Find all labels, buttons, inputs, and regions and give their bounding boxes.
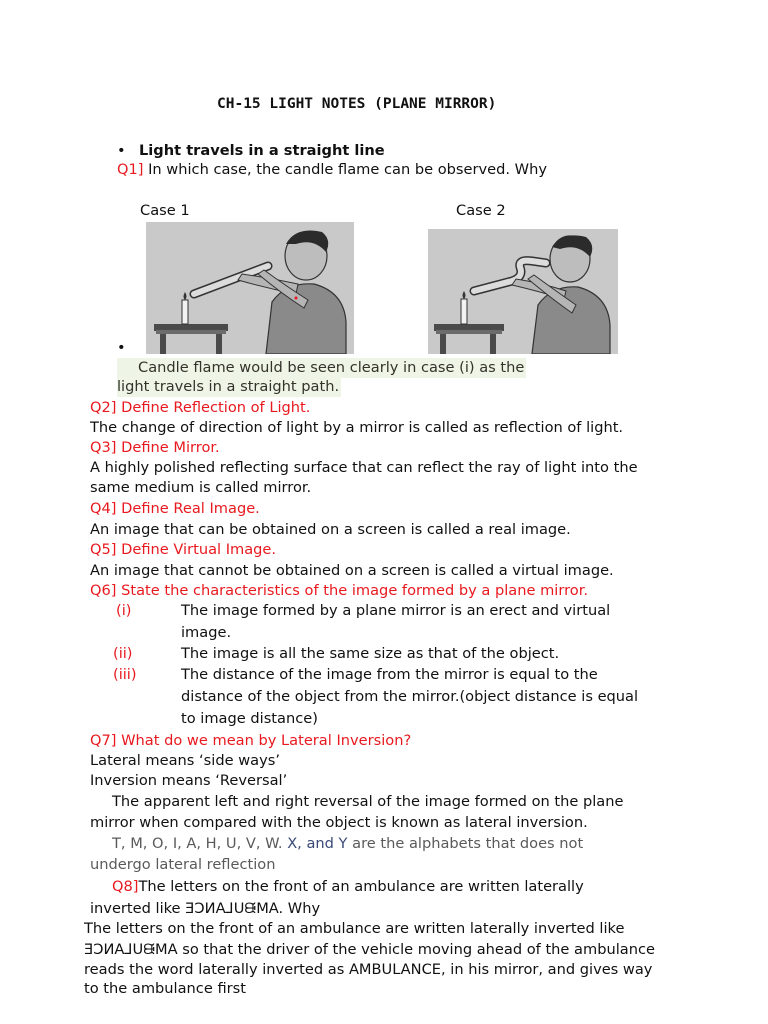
letters-suffix: are the alphabets that does not [347,835,584,852]
question-7: Q7] What do we mean by Lateral Inversion? [90,732,412,749]
q1-label: Q1] [117,161,144,178]
answer-1-line-1: Candle flame would be seen clearly in case (i) as the [117,358,526,378]
boy-straight-pipe-illustration [146,222,354,354]
question-8 [112,877,584,897]
answer-1-line-2: light travels in a straight path. [117,378,340,395]
case2-figure [428,229,618,354]
question-8-line-2: inverted like ƎƆИA⅃UᙠMA. Why [90,900,321,917]
answer-7-inversion: Inversion means ‘Reversal’ [90,772,288,789]
q6-item-num: (iii) [113,666,137,683]
case1-label: Case 1 [140,202,190,219]
case2-label: Case 2 [456,202,506,219]
question-6: Q6] State the characteristics of the image formed by a plane mirror. [90,582,589,599]
letters-xy: X, and Y [287,835,348,852]
answer-2: The change of direction of light by a mirror is called as reflection of light. [90,419,624,436]
case1-figure [146,222,354,354]
answer-8-line-4: to the ambulance first [84,980,246,997]
page-title: CH-15 LIGHT NOTES (PLANE MIRROR) [217,96,497,112]
answer-3-line-1: A highly polished reflecting surface that can reflect the ray of light into the [90,459,638,476]
bullet-dot: • [117,142,126,159]
answer-8-line-1: The letters on the front of an ambulance are written laterally inverted like [84,920,625,937]
q8-line-1: The letters on the front of an ambulance are written laterally [138,878,584,895]
boy-bent-pipe-illustration [428,229,618,354]
q6-item-text: The image is all the same size as that of the object. [181,645,560,662]
answer-7-lateral: Lateral means ‘side ways’ [90,752,280,769]
q6-item-text: to image distance) [181,710,318,727]
question-3: Q3] Define Mirror. [90,439,220,456]
q1-text: In which case, the candle flame can be observed. Why [143,161,547,178]
letters-line-2: undergo lateral reflection [90,856,276,873]
question-1 [117,160,547,180]
q8-label: Q8] [112,878,139,895]
q6-item-num: (ii) [113,645,133,662]
answer-5: An image that cannot be obtained on a screen is called a virtual image. [90,562,614,579]
letters-line-1 [112,834,583,854]
answer-7-line-2: mirror when compared with the object is known as lateral inversion. [90,814,588,831]
q6-item-text: The image formed by a plane mirror is an erect and virtual [181,602,611,619]
question-5: Q5] Define Virtual Image. [90,541,277,558]
question-2: Q2] Define Reflection of Light. [90,399,311,416]
question-4: Q4] Define Real Image. [90,500,260,517]
answer-4: An image that can be obtained on a screen is called a real image. [90,521,571,538]
q6-item-text: The distance of the image from the mirror is equal to the [181,666,598,683]
q6-item-text: image. [181,624,232,641]
bullet-heading: Light travels in a straight line [139,142,385,159]
q6-item-num: (i) [116,602,132,619]
answer-3-line-2: same medium is called mirror. [90,479,312,496]
q6-item-text: distance of the object from the mirror.(object distance is equal [181,688,639,705]
answer-7-line-1: The apparent left and right reversal of the image formed on the plane [112,793,624,810]
answer-8-line-2: ƎƆИA⅃UᙠMA so that the driver of the vehicle moving ahead of the ambulance [84,941,655,958]
bullet-dot-2: • [117,339,126,356]
answer-8-line-3: reads the word laterally inverted as AMBULANCE, in his mirror, and gives way [84,961,653,978]
letters-prefix: T, M, O, I, A, H, U, V, W. [112,835,288,852]
